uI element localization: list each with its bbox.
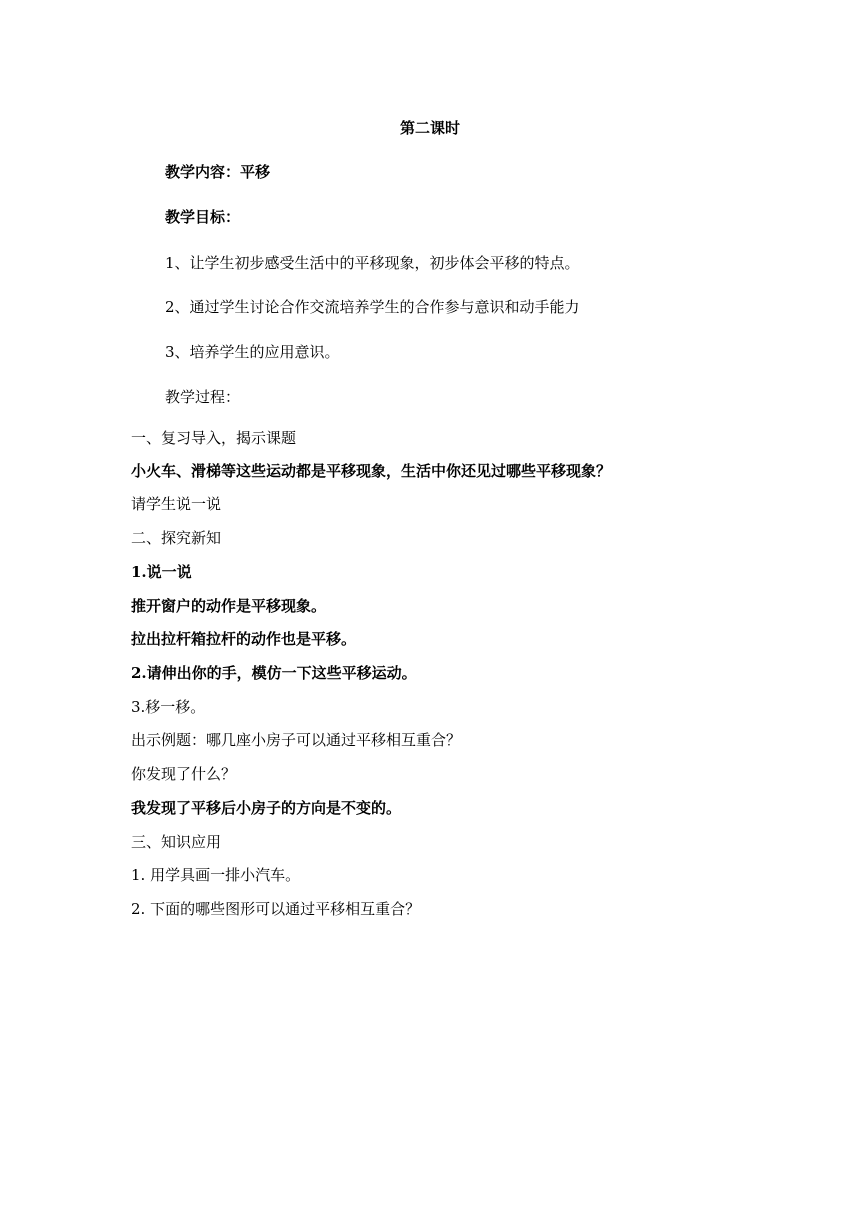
goal-item-3: 3、培养学生的应用意识。 [165,343,340,361]
step2-title: 2.请伸出你的手，模仿一下这些平移运动。 [131,664,417,682]
step3-example: 出示例题：哪几座小房子可以通过平移相互重合？ [131,731,462,749]
apply-item-1: 1. 用学具画一排小汽车。 [131,866,301,884]
goal-item-1: 1、让学生初步感受生活中的平移现象，初步体会平移的特点。 [165,254,580,272]
step3-title: 3.移一移。 [131,698,206,716]
step1-line1: 推开窗户的动作是平移现象。 [131,597,327,615]
step1-title: 1.说一说 [131,563,192,581]
section3-heading: 三、知识应用 [131,833,222,851]
teaching-process-label: 教学过程： [165,388,241,406]
section1-heading: 一、复习导入，揭示课题 [131,429,297,447]
teaching-goals-label: 教学目标： [165,208,241,226]
goal-item-2: 2、通过学生讨论合作交流培养学生的合作参与意识和动手能力 [165,298,580,316]
section2-heading: 二、探究新知 [131,529,222,547]
teaching-content: 教学内容：平移 [165,163,271,181]
step3-question: 你发现了什么？ [131,765,237,783]
step3-answer: 我发现了平移后小房子的方向是不变的。 [131,799,402,817]
section1-prompt: 请学生说一说 [131,495,222,513]
apply-item-2: 2. 下面的哪些图形可以通过平移相互重合？ [131,900,421,918]
lesson-title: 第二课时 [399,119,460,137]
step1-line2: 拉出拉杆箱拉杆的动作也是平移。 [131,630,357,648]
section1-question: 小火车、滑梯等这些运动都是平移现象，生活中你还见过哪些平移现象？ [131,462,612,480]
